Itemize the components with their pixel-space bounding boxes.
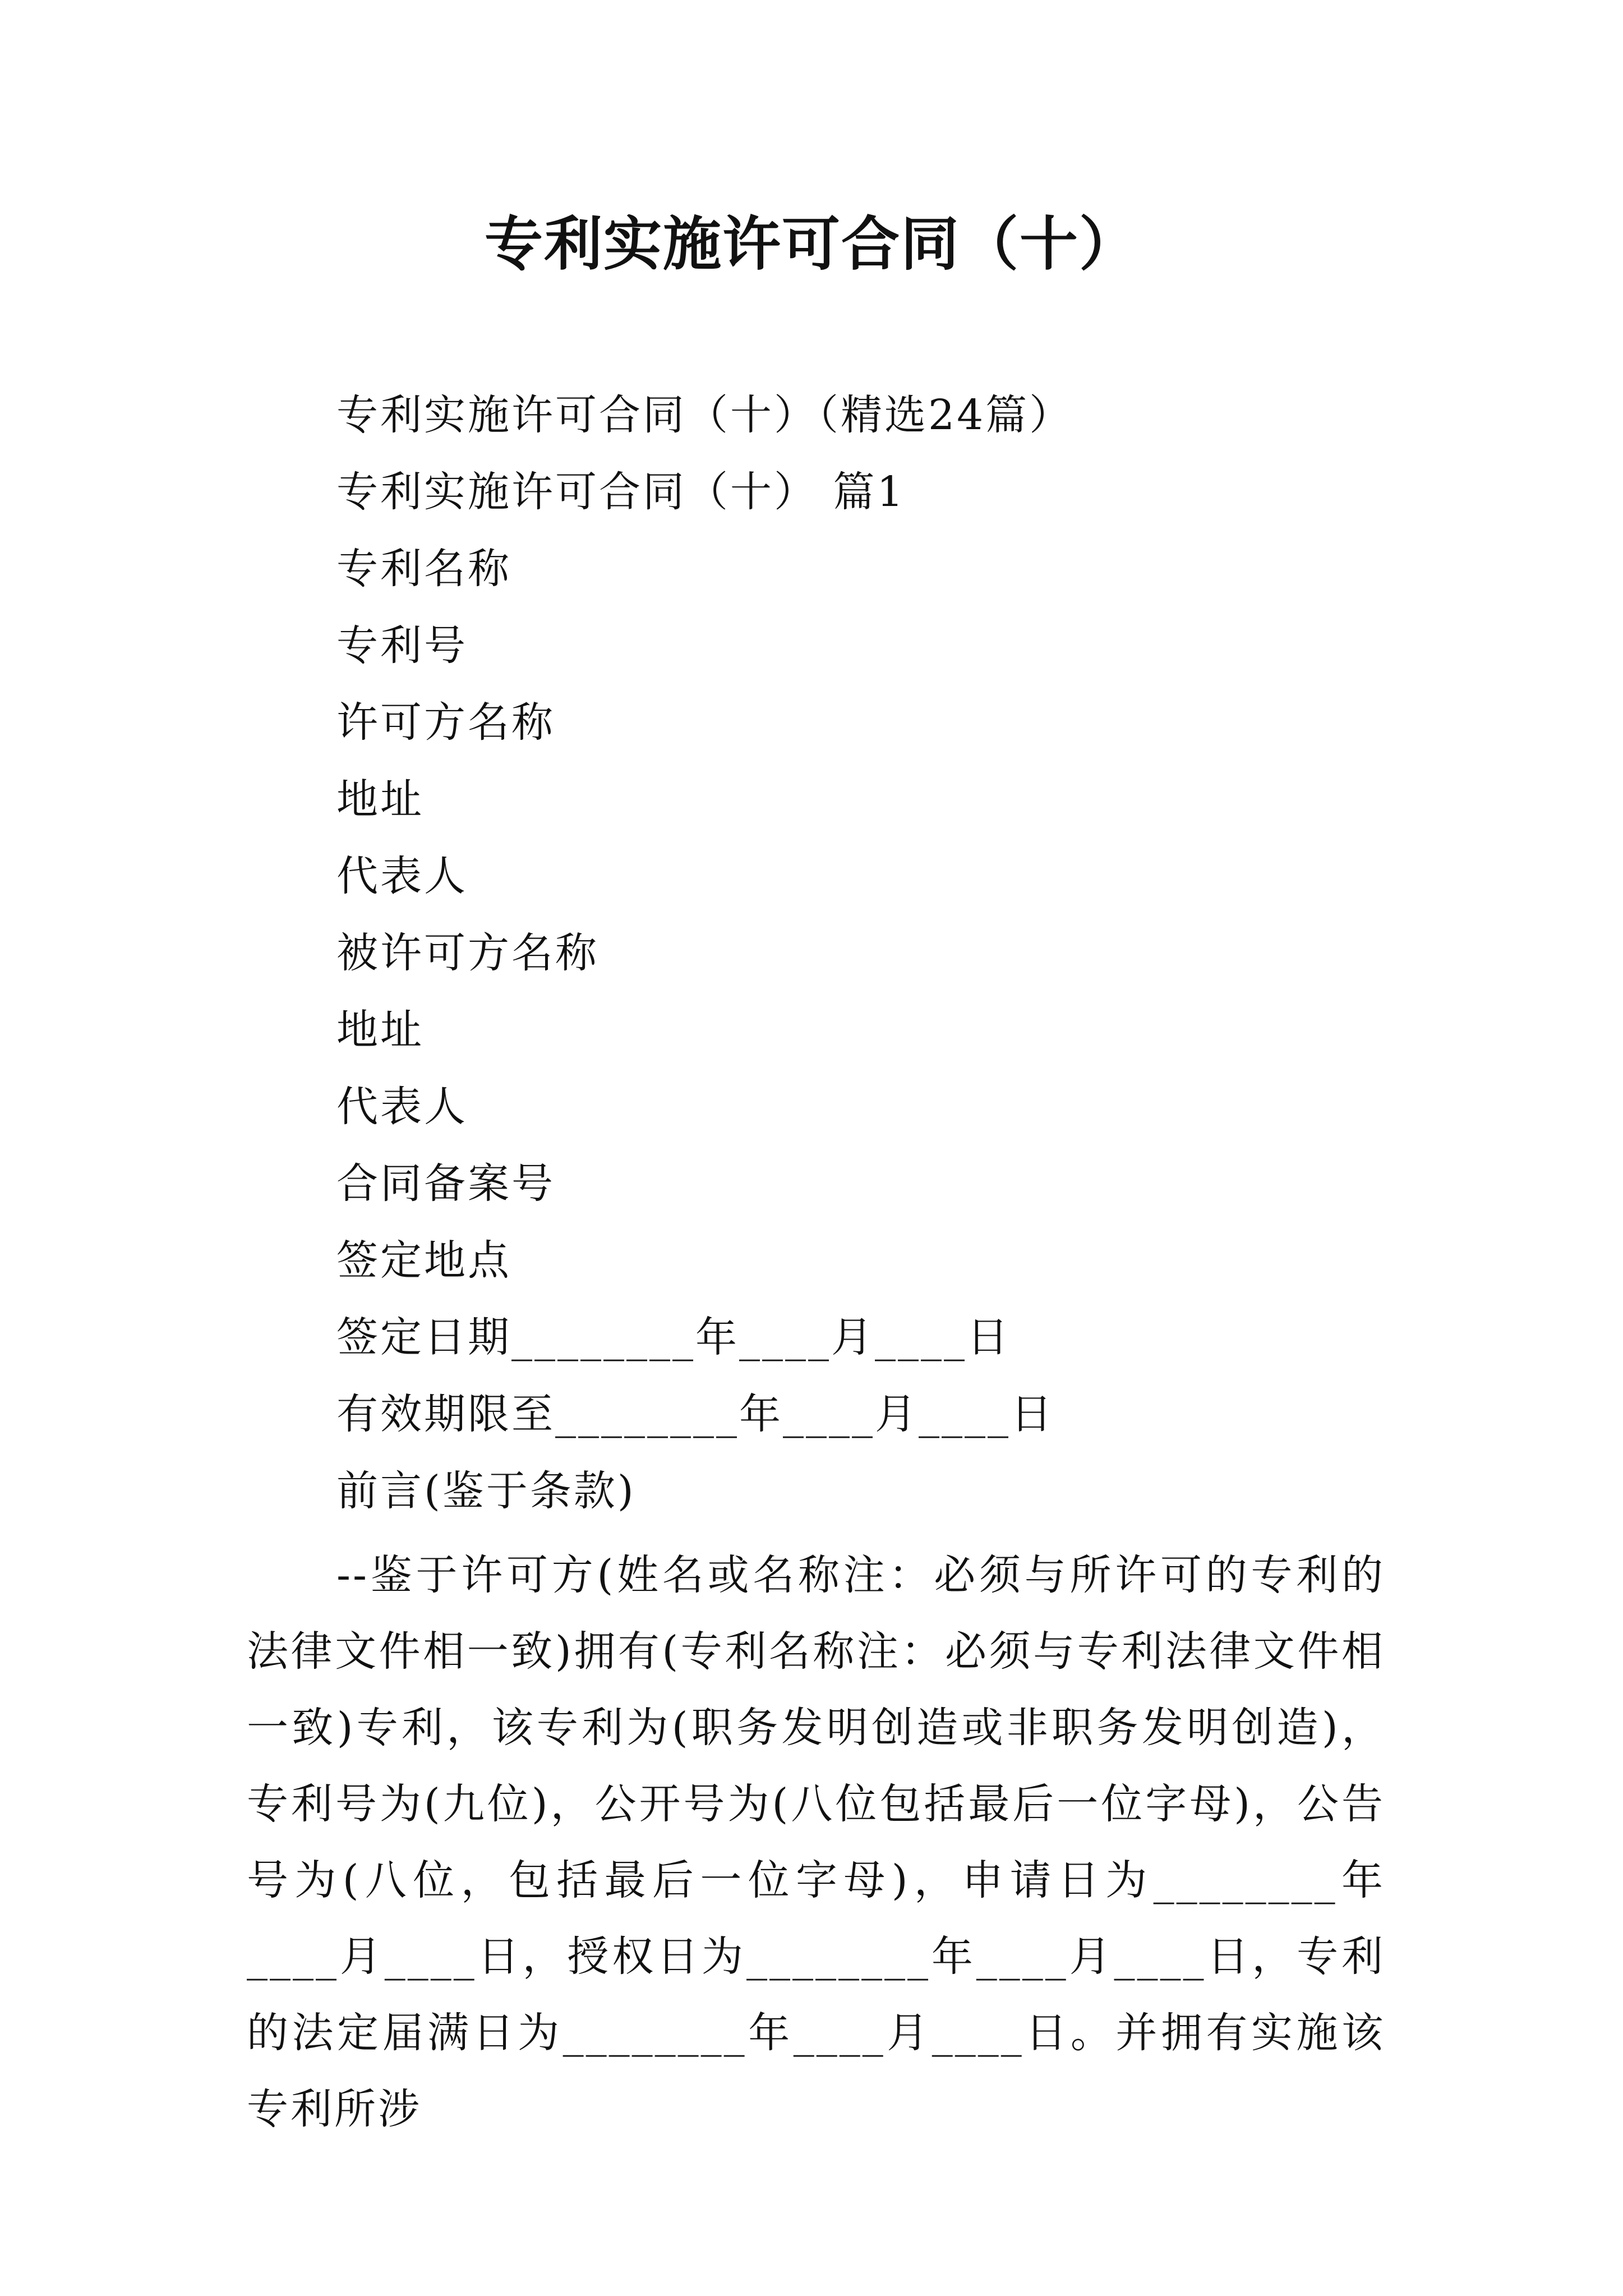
preamble-paragraph: --鉴于许可方(姓名或名称注：必须与所许可的专利的法律文件相一致)拥有(专利名称注：必须与专利法律文件相一致)专利，该专利为(职务发明创造或非职务发明创造)，专利号为(九位)，公开号为(八位包括最后一位字母)，公告号为(八位，包括最后一位字母)，申请日为________年____月____日，授权日为________年____月____日，专利的法定届满日为________年____月____日。并拥有实施该专利所涉 (247, 1551, 1385, 2133)
subtitle-line: 专利实施许可合同（十）（精选24篇） (336, 391, 1073, 439)
field-signing-date: 签定日期________年____月____日 (336, 1313, 1011, 1361)
field-patent-name: 专利名称 (336, 545, 511, 593)
field-licensee-name: 被许可方名称 (336, 929, 599, 977)
field-licensor-name: 许可方名称 (336, 698, 555, 747)
field-signing-place: 签定地点 (336, 1236, 511, 1285)
field-patent-number: 专利号 (336, 622, 468, 670)
field-licensor-representative: 代表人 (336, 852, 468, 900)
field-licensee-address: 地址 (336, 1006, 424, 1054)
section-heading: 专利实施许可合同（十） 篇1 (336, 468, 906, 516)
field-licensee-representative: 代表人 (336, 1083, 468, 1131)
document-title: 专利实施许可合同（十） (484, 209, 1138, 278)
preamble-heading: 前言(鉴于条款) (336, 1467, 636, 1515)
field-validity-period: 有效期限至________年____月____日 (336, 1390, 1054, 1438)
field-contract-record-number: 合同备案号 (336, 1159, 555, 1208)
field-licensor-address: 地址 (336, 775, 424, 823)
